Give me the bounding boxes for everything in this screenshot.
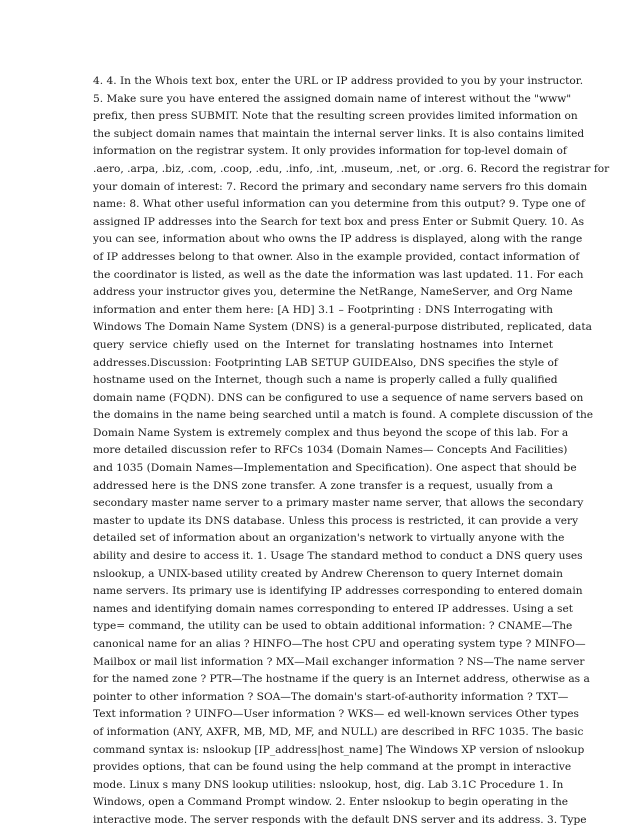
text-line: Domain Name System is extremely complex and thus beyond the scope of this lab. For a — [93, 426, 569, 439]
text-line: provides options, that can be found using the help command at the prompt in interactive — [93, 761, 572, 774]
text-line: master to update its DNS database. Unless this process is restricted, it can provide a very — [93, 514, 579, 527]
text-line: the domains in the name being searched until a match is found. A complete discussion of the — [93, 409, 594, 422]
text-line: addressed here is the DNS zone transfer. A zone transfer is a request, usually from a — [93, 479, 553, 492]
text-line: of information (ANY, AXFR, MB, MD, MF, and NULL) are described in RFC 1035. The basic — [93, 725, 584, 738]
text-line: pointer to other information ? SOA—The domain's start-of-authority information ? TXT— — [93, 690, 569, 703]
text-line: the coordinator is listed, as well as the date the information was last updated. 11. For each — [93, 268, 584, 281]
text-line: type= command, the utility can be used to obtain additional information: ? CNAME—The — [93, 620, 573, 633]
text-line: you can see, information about who owns the IP address is displayed, along with the range — [93, 233, 583, 246]
text-line: Windows The Domain Name System (DNS) is a general-purpose distributed, replicated, data — [93, 321, 592, 334]
text-line: prefix, then press SUBMIT. Note that the resulting screen provides limited information on — [93, 110, 578, 123]
text-line: Windows, open a Command Prompt window. 2. Enter nslookup to begin operating in the — [93, 796, 569, 809]
text-line: domain name (FQDN). DNS can be configured to use a sequence of name servers based on — [93, 391, 584, 404]
text-line: detailed set of information about an organization's network to virtually anyone with the — [93, 532, 565, 545]
text-line: address your instructor gives you, determine the NetRange, NameServer, and Org Name — [93, 286, 573, 299]
text-line: addresses.Discussion: Footprinting LAB SETUP GUIDEAlso, DNS specifies the style of — [93, 356, 558, 369]
text-line: secondary master name server to a primary master name server, that allows the secondary — [93, 497, 584, 510]
text-line: information on the registrar system. It only provides information for top-level domain of — [93, 145, 567, 158]
text-line: name: 8. What other useful information can you determine from this output? 9. Type one of — [93, 198, 585, 211]
text-line: query service chiefly used on the Internet for translating hostnames into Internet — [93, 338, 553, 351]
text-line: for the named zone ? PTR—The hostname if the query is an Internet address, otherwise as a — [93, 673, 590, 686]
text-line: command syntax is: nslookup [IP_address|host_name] The Windows XP version of nslookup — [93, 743, 585, 756]
text-line: the subject domain names that maintain the internal server links. It is also contains limited — [93, 127, 585, 140]
text-line: 4. 4. In the Whois text box, enter the URL or IP address provided to you by your instructor. — [93, 75, 584, 87]
text-line: Text information ? UINFO—User information ? WKS— ed well-known services Other types — [93, 708, 579, 721]
text-line: nslookup, a UNIX-based utility created by Andrew Cherenson to query Internet domain — [93, 567, 563, 580]
text-line: of IP addresses belong to that owner. Also in the example provided, contact information of — [93, 250, 580, 263]
text-line: assigned IP addresses into the Search for text box and press Enter or Submit Query. 10. As — [93, 215, 585, 228]
text-line: information and enter them here: [A HD] 3.1 – Footprinting : DNS Interrogating with — [93, 303, 553, 316]
text-line: hostname used on the Internet, though such a name is properly called a fully qualified — [93, 374, 558, 387]
text-line: name servers. Its primary use is identifying IP addresses corresponding to entered domain — [93, 585, 583, 598]
text-line: canonical name for an alias ? HINFO—The host CPU and operating system type ? MINFO— — [93, 638, 586, 650]
text-line: interactive mode. The server responds with the default DNS server and its address. 3. Type — [93, 813, 587, 826]
text-line: mode. Linux s many DNS lookup utilities: nslookup, host, dig. Lab 3.1C Procedure 1. In — [93, 778, 564, 791]
text-line: ability and desire to access it. 1. Usage The standard method to conduct a DNS query uses — [93, 550, 583, 563]
text-line: .aero, .arpa, .biz, .com, .coop, .edu, .info, .int, .museum, .net, or .org. 6. Record the registrar for — [93, 162, 610, 175]
text-line: your domain of interest: 7. Record the primary and secondary name servers fro this domain — [93, 180, 588, 193]
text-line: names and identifying domain names corresponding to entered IP addresses. Using a set — [93, 602, 574, 615]
body-text — [93, 73, 610, 830]
text-line: 5. Make sure you have entered the assigned domain name of interest without the "www" — [93, 92, 572, 105]
text-line: Mailbox or mail list information ? MX—Mail exchanger information ? NS—The name server — [93, 655, 585, 668]
text-line: and 1035 (Domain Names—Implementation and Specification). One aspect that should be — [93, 462, 577, 475]
text-line: more detailed discussion refer to RFCs 1034 (Domain Names— Concepts And Facilities) — [93, 444, 568, 457]
